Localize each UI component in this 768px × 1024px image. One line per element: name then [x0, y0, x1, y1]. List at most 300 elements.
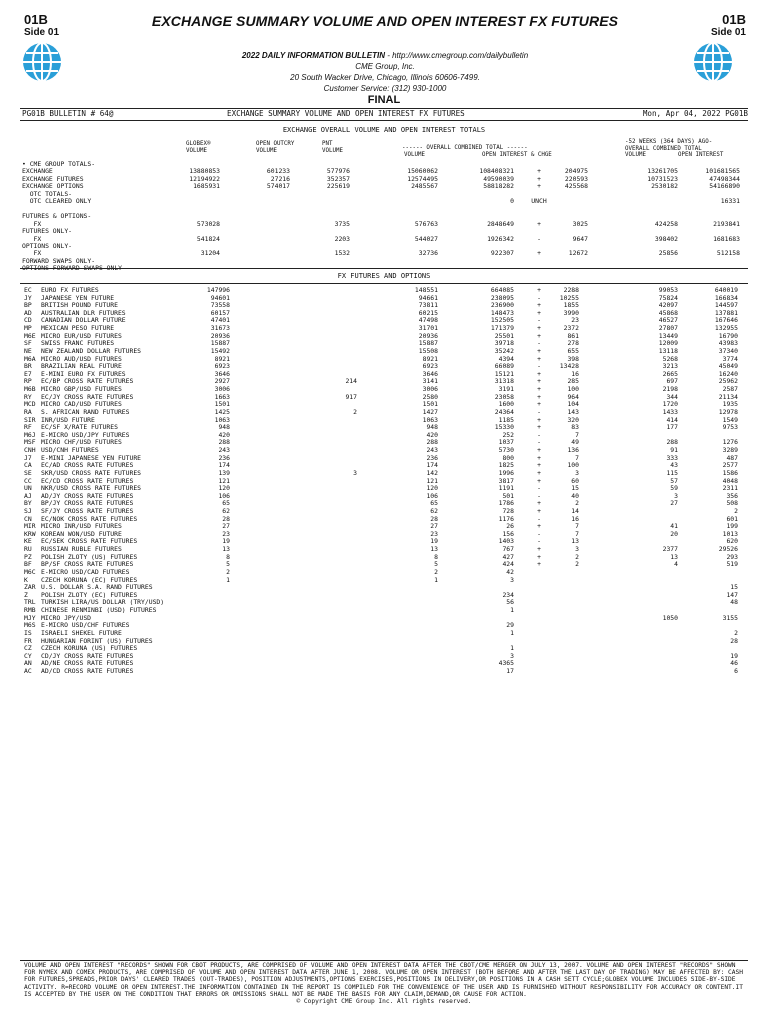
globex-volume: 19 — [222, 537, 230, 546]
open-interest-change: 13 — [571, 537, 579, 546]
year-ago-open-interest: 12978 — [718, 407, 738, 416]
year-ago-open-interest: 21134 — [718, 392, 738, 401]
open-interest-change: 7 — [575, 430, 579, 439]
open-interest-change: 655 — [567, 346, 579, 355]
globex-volume: 1663 — [214, 392, 230, 401]
change-sign: - — [537, 438, 541, 447]
globex-volume: 147996 — [206, 286, 230, 294]
change-sign: + — [537, 324, 541, 333]
open-interest-change: 15 — [571, 484, 579, 493]
year-ago-volume: 288 — [666, 438, 678, 447]
product-name: CZECH KORUNA (EC) FUTURES — [41, 575, 138, 584]
globex-volume: 2927 — [214, 377, 230, 386]
open-interest: 23058 — [494, 392, 514, 401]
combined-volume: 1501 — [422, 400, 438, 409]
open-outcry-volume: 601233 — [266, 167, 290, 176]
year-ago-open-interest: 508 — [726, 499, 738, 508]
year-ago-open-interest: 487 — [726, 453, 738, 462]
totals-row-label: FUTURES ONLY- — [22, 227, 73, 236]
open-interest: 424 — [502, 560, 514, 569]
product-name: NEW ZEALAND DOLLAR FUTURES — [41, 346, 142, 355]
year-ago-open-interest: 3289 — [722, 446, 738, 455]
product-name: RUSSIAN RUBLE FUTURES — [41, 545, 122, 554]
globex-volume: 541824 — [196, 234, 220, 243]
combined-volume: 1427 — [422, 407, 438, 416]
globex-volume: 62 — [222, 506, 230, 515]
change-sign: + — [537, 552, 541, 561]
year-ago-open-interest: 1586 — [722, 468, 738, 477]
combined-volume: 60215 — [418, 308, 438, 317]
open-interest-change: 3990 — [563, 308, 579, 317]
open-interest: 1825 — [498, 461, 514, 470]
change-sign: + — [537, 219, 541, 228]
col-header-52w-oi: OPEN INTEREST — [678, 152, 724, 158]
product-name: E-MICRO USD/CHF FUTURES — [41, 621, 130, 630]
combined-volume: 23 — [430, 529, 438, 538]
left-side: Side 01 — [24, 27, 60, 38]
open-interest-change: 16 — [571, 369, 579, 378]
product-code: KRW — [24, 529, 36, 538]
product-name: MICRO CHF/USD FUTURES — [41, 438, 122, 447]
change-sign: + — [537, 377, 541, 386]
year-ago-volume: 99053 — [658, 286, 678, 294]
open-interest: 1403 — [498, 537, 514, 546]
year-ago-volume: 5268 — [662, 354, 678, 363]
change-sign: + — [537, 331, 541, 340]
open-interest: 1 — [510, 606, 514, 615]
product-code: CC — [24, 476, 32, 485]
product-code: CNH — [24, 446, 36, 455]
open-interest: 2848649 — [487, 219, 514, 228]
product-name: MICRO CAD/USD FUTURES — [41, 400, 122, 409]
open-interest-change: 2372 — [563, 324, 579, 333]
year-ago-volume: 43 — [670, 461, 678, 470]
product-code: KE — [24, 537, 32, 546]
copyright: © Copyright CME Group Inc. All rights reserved. — [296, 998, 472, 1006]
product-code: E7 — [24, 369, 32, 378]
year-ago-volume: 3213 — [662, 362, 678, 371]
pnt-volume: 2203 — [334, 234, 350, 243]
open-interest: 1786 — [498, 499, 514, 508]
open-interest-change: 2288 — [563, 286, 579, 294]
open-interest: 0 — [510, 197, 514, 206]
product-name: E-MINI EURO FX FUTURES — [41, 369, 126, 378]
year-ago-volume: 20 — [670, 529, 678, 538]
bulletin-number: PG01B BULLETIN # 64@ — [22, 109, 114, 118]
globex-volume: 3006 — [214, 385, 230, 394]
combined-volume: 106 — [426, 491, 438, 500]
product-code: M6E — [24, 331, 36, 340]
product-code: CA — [24, 461, 32, 470]
year-ago-open-interest: 147 — [726, 590, 738, 599]
right-page-code — [711, 13, 746, 38]
change-sign: - — [537, 293, 541, 302]
open-interest-change: 3 — [575, 468, 579, 477]
bulletin-url[interactable]: - http://www.cmegroup.com/dailybulletin — [384, 51, 529, 60]
year-ago-volume: 42097 — [658, 301, 678, 310]
globex-volume: 28 — [222, 514, 230, 523]
combined-volume: 19 — [430, 537, 438, 546]
product-code: CZ — [24, 644, 32, 653]
globex-volume: 1685931 — [193, 182, 220, 191]
open-interest: 29 — [506, 621, 514, 630]
year-ago-volume: 75824 — [658, 293, 678, 302]
pnt-volume: 352357 — [326, 174, 350, 183]
change-sign: - — [537, 484, 541, 493]
open-interest: 1 — [510, 628, 514, 637]
globex-volume: 20936 — [210, 331, 230, 340]
combined-volume: 15060062 — [407, 167, 438, 176]
combined-volume: 47498 — [418, 316, 438, 325]
fx-row — [0, 409, 768, 417]
globex-volume: 94601 — [210, 293, 230, 302]
open-interest: 3 — [510, 651, 514, 660]
year-ago-open-interest: 2577 — [722, 461, 738, 470]
open-interest: 236900 — [490, 301, 514, 310]
open-interest-change: 7 — [575, 529, 579, 538]
year-ago-open-interest: 1935 — [722, 400, 738, 409]
pnt-volume: 1532 — [334, 249, 350, 258]
globex-volume: 2 — [226, 567, 230, 576]
product-code: FR — [24, 636, 32, 645]
product-name: EC/NOK CROSS RATE FUTURES — [41, 514, 138, 523]
year-ago-volume: 2198 — [662, 385, 678, 394]
open-interest: 664085 — [490, 286, 514, 294]
globex-volume: 1063 — [214, 415, 230, 424]
product-name: BP/SF CROSS RATE FUTURES — [41, 560, 134, 569]
totals-row-label: EXCHANGE FUTURES — [22, 174, 84, 183]
combined-volume: 288 — [426, 438, 438, 447]
globex-volume: 948 — [218, 423, 230, 432]
change-sign: + — [537, 167, 541, 176]
combined-volume: 3006 — [422, 385, 438, 394]
combined-volume: 243 — [426, 446, 438, 455]
right-code: 01B — [722, 12, 746, 27]
combined-volume: 15508 — [418, 346, 438, 355]
combined-volume: 5 — [434, 560, 438, 569]
combined-volume: 15887 — [418, 339, 438, 348]
product-name: KOREAN WON/USD FUTURE — [41, 529, 122, 538]
open-interest: 3817 — [498, 476, 514, 485]
product-name: POLISH ZLOTY (EC) FUTURES — [41, 590, 138, 599]
change-sign: + — [537, 301, 541, 310]
open-interest-change: 136 — [567, 446, 579, 455]
col-header-globex: GLOBEX® VOLUME — [186, 141, 211, 154]
change-sign: - — [537, 234, 541, 243]
year-ago-volume: 3 — [674, 491, 678, 500]
product-name: POLISH ZLOTY (US) FUTURES — [41, 552, 138, 561]
product-name: SKR/USD CROSS RATE FUTURES — [41, 468, 142, 477]
year-ago-open-interest: 28 — [730, 636, 738, 645]
year-ago-open-interest: 640019 — [714, 286, 738, 294]
change-sign: + — [537, 446, 541, 455]
combined-volume: 8 — [434, 552, 438, 561]
year-ago-open-interest: 356 — [726, 491, 738, 500]
globex-volume: 13 — [222, 545, 230, 554]
change-sign: + — [537, 499, 541, 508]
product-code: BR — [24, 362, 32, 371]
combined-volume: 948 — [426, 423, 438, 432]
year-ago-open-interest: 45049 — [718, 362, 738, 371]
product-name: EC/SEK CROSS RATE FUTURES — [41, 537, 138, 546]
combined-volume: 32736 — [418, 249, 438, 258]
year-ago-open-interest: 167646 — [714, 316, 738, 325]
product-code: AD — [24, 308, 32, 317]
year-ago-volume: 10731523 — [647, 174, 678, 183]
company-address: 20 South Wacker Drive, Chicago, Illinois 60606-7499. — [290, 73, 480, 82]
change-sign: + — [537, 174, 541, 183]
globex-volume: 8 — [226, 552, 230, 561]
product-name: CANADIAN DOLLAR FUTURE — [41, 316, 126, 325]
fx-row — [0, 668, 768, 676]
year-ago-open-interest: 47498344 — [709, 174, 740, 183]
year-ago-volume: 13261705 — [647, 167, 678, 176]
change-sign: + — [537, 415, 541, 424]
year-ago-volume: 13118 — [658, 346, 678, 355]
open-interest: 26 — [506, 522, 514, 531]
product-code: CD — [24, 316, 32, 325]
year-ago-volume: 57 — [670, 476, 678, 485]
globex-volume: 236 — [218, 453, 230, 462]
open-interest: 1996 — [498, 468, 514, 477]
product-code: MIR — [24, 522, 36, 531]
change-sign: + — [537, 286, 541, 294]
change-sign: + — [537, 522, 541, 531]
combined-volume: 20936 — [418, 331, 438, 340]
product-name: MEXICAN PESO FUTURE — [41, 324, 115, 333]
product-name: MICRO EUR/USD FUTURES — [41, 331, 122, 340]
change-sign: - — [537, 514, 541, 523]
change-sign: + — [537, 453, 541, 462]
combined-volume: 1 — [434, 575, 438, 584]
product-name: EC/BP CROSS RATE FUTURES — [41, 377, 134, 386]
open-interest-change: 398 — [567, 354, 579, 363]
open-interest: 4365 — [498, 659, 514, 668]
divider — [20, 268, 748, 269]
year-ago-open-interest: 144597 — [714, 301, 738, 310]
open-interest: 800 — [502, 453, 514, 462]
product-code: BP — [24, 301, 32, 310]
globex-volume: 8921 — [214, 354, 230, 363]
product-code: MJY — [24, 613, 36, 622]
product-name: CD/JY CROSS RATE FUTURES — [41, 651, 134, 660]
year-ago-open-interest: 1681683 — [713, 234, 740, 243]
open-interest: 15121 — [494, 369, 514, 378]
change-sign: + — [537, 400, 541, 409]
product-name: EURO FX FUTURES — [41, 286, 99, 294]
product-code: MCD — [24, 400, 36, 409]
year-ago-volume: 2377 — [662, 545, 678, 554]
product-name: AUSTRALIAN DLR FUTURES — [41, 308, 126, 317]
open-interest-change: 40 — [571, 491, 579, 500]
year-ago-open-interest: 54166890 — [709, 182, 740, 191]
change-sign: + — [537, 354, 541, 363]
open-interest-change: 143 — [567, 407, 579, 416]
product-code: CY — [24, 651, 32, 660]
product-code: BF — [24, 560, 32, 569]
combined-volume: 576763 — [414, 219, 438, 228]
product-code: NE — [24, 346, 32, 355]
combined-volume: 2 — [434, 567, 438, 576]
open-interest-change: 7 — [575, 453, 579, 462]
year-ago-volume: 13 — [670, 552, 678, 561]
product-name: U.S. DOLLAR S.A. RAND FUTURES — [41, 583, 153, 592]
year-ago-volume: 45868 — [658, 308, 678, 317]
change-sign: - — [537, 537, 541, 546]
year-ago-volume: 27 — [670, 499, 678, 508]
open-interest-change: 14 — [571, 506, 579, 515]
product-name: EC/JY CROSS RATE FUTURES — [41, 392, 134, 401]
open-interest-change: 23 — [571, 316, 579, 325]
globex-volume: 31204 — [200, 249, 220, 258]
open-outcry-volume: 917 — [345, 392, 357, 401]
year-ago-volume: 41 — [670, 522, 678, 531]
combined-volume: 2580 — [422, 392, 438, 401]
combined-volume: 28 — [430, 514, 438, 523]
year-ago-volume: 1720 — [662, 400, 678, 409]
globex-volume: 1501 — [214, 400, 230, 409]
product-name: S. AFRICAN RAND FUTURES — [41, 407, 130, 416]
product-name: AD/CD CROSS RATE FUTURES — [41, 667, 134, 675]
divider — [20, 960, 748, 961]
divider — [20, 283, 748, 284]
company-name: CME Group, Inc. — [355, 62, 415, 71]
globex-volume: 73558 — [210, 301, 230, 310]
change-sign: + — [537, 476, 541, 485]
open-interest: 1926342 — [487, 234, 514, 243]
col-header-pnt: PNT VOLUME — [322, 141, 343, 154]
combined-volume: 121 — [426, 476, 438, 485]
combined-volume: 31701 — [418, 324, 438, 333]
combined-volume: 420 — [426, 430, 438, 439]
year-ago-open-interest: 48 — [730, 598, 738, 607]
year-ago-open-interest: 16240 — [718, 369, 738, 378]
year-ago-open-interest: 601 — [726, 514, 738, 523]
product-code: RP — [24, 377, 32, 386]
globex-volume: 288 — [218, 438, 230, 447]
left-code: 01B — [24, 12, 48, 27]
open-interest-change: 2 — [575, 552, 579, 561]
product-name: INR/USD FUTURE — [41, 415, 95, 424]
totals-row-label: OPTIONS FORWARD SWAPS ONLY- — [22, 264, 126, 273]
product-code: AC — [24, 667, 32, 675]
year-ago-volume: 177 — [666, 423, 678, 432]
year-ago-open-interest: 199 — [726, 522, 738, 531]
change-sign: - — [537, 407, 541, 416]
year-ago-volume: 4 — [674, 560, 678, 569]
open-interest: 58818282 — [483, 182, 514, 191]
totals-row-label: FUTURES & OPTIONS- — [22, 212, 92, 221]
product-code: BY — [24, 499, 32, 508]
product-name: CHINESE RENMINBI (USD) FUTURES — [41, 606, 157, 615]
year-ago-volume: 12009 — [658, 339, 678, 348]
combined-volume: 120 — [426, 484, 438, 493]
change-sign: + — [537, 545, 541, 554]
year-ago-volume: 414 — [666, 415, 678, 424]
bulletin-prefix: 2022 DAILY INFORMATION BULLETIN — [241, 51, 385, 60]
open-interest: 3 — [510, 575, 514, 584]
product-name: USD/CNH FUTURES — [41, 446, 99, 455]
open-interest-change: 13428 — [559, 362, 579, 371]
globex-volume: 420 — [218, 430, 230, 439]
globex-volume: 3646 — [214, 369, 230, 378]
combined-volume: 12574495 — [407, 174, 438, 183]
open-interest: 31318 — [494, 377, 514, 386]
year-ago-volume: 697 — [666, 377, 678, 386]
product-name: AD/NE CROSS RATE FUTURES — [41, 659, 134, 668]
open-interest: 1037 — [498, 438, 514, 447]
open-interest: 56 — [506, 598, 514, 607]
right-side: Side 01 — [710, 27, 746, 38]
combined-volume: 2485567 — [411, 182, 438, 191]
open-interest: 427 — [502, 552, 514, 561]
combined-volume: 13 — [430, 545, 438, 554]
bulletin-heading — [150, 50, 620, 62]
open-interest-change: 204975 — [564, 167, 588, 176]
year-ago-open-interest: 25962 — [718, 377, 738, 386]
year-ago-volume: 2665 — [662, 369, 678, 378]
change-sign: + — [537, 249, 541, 258]
open-interest: 238095 — [490, 293, 514, 302]
open-interest: 152505 — [490, 316, 514, 325]
totals-row-label: OTC TOTALS- — [22, 189, 73, 198]
product-code: M6A — [24, 354, 36, 363]
open-interest-change: 861 — [567, 331, 579, 340]
product-code: Z — [24, 590, 28, 599]
product-code: JY — [24, 293, 32, 302]
globex-volume: 243 — [218, 446, 230, 455]
combined-volume: 174 — [426, 461, 438, 470]
combined-volume: 148551 — [414, 286, 438, 294]
product-name: NKR/USD CROSS RATE FUTURES — [41, 484, 142, 493]
year-ago-open-interest: 2 — [734, 506, 738, 515]
product-name: MICRO AUD/USD FUTURES — [41, 354, 122, 363]
open-interest-change: 16 — [571, 514, 579, 523]
year-ago-volume: 46527 — [658, 316, 678, 325]
product-name: AD/JY CROSS RATE FUTURES — [41, 491, 134, 500]
open-interest: 39718 — [494, 339, 514, 348]
product-code: RMB — [24, 606, 36, 615]
open-interest: 25501 — [494, 331, 514, 340]
open-interest: 4394 — [498, 354, 514, 363]
year-ago-open-interest: 9753 — [722, 423, 738, 432]
totals-row-label: • CME GROUP TOTALS- — [22, 160, 96, 168]
globex-volume: 23 — [222, 529, 230, 538]
year-ago-open-interest: 46 — [730, 659, 738, 668]
product-code: M6S — [24, 621, 36, 630]
product-name: EC/SF X/RATE FUTURES — [41, 423, 118, 432]
product-name: JAPANESE YEN FUTURE — [41, 293, 115, 302]
open-interest-change: 964 — [567, 392, 579, 401]
year-ago-open-interest: 37340 — [718, 346, 738, 355]
totals-row-label: EXCHANGE — [22, 167, 53, 176]
open-interest: 501 — [502, 491, 514, 500]
open-interest-change: 83 — [571, 423, 579, 432]
year-ago-open-interest: 2587 — [722, 385, 738, 394]
open-outcry-volume: 214 — [345, 377, 357, 386]
product-name: BRAZILIAN REAL FUTURE — [41, 362, 122, 371]
open-interest-change: 2 — [575, 560, 579, 569]
combined-volume: 544027 — [414, 234, 438, 243]
globex-volume: 121 — [218, 476, 230, 485]
product-code: ZAR — [24, 583, 36, 592]
product-code: SE — [24, 468, 32, 477]
change-sign: - — [537, 491, 541, 500]
change-sign: UNCH — [531, 197, 547, 206]
open-interest: 148473 — [490, 308, 514, 317]
open-interest: 234 — [502, 590, 514, 599]
open-interest: 66089 — [494, 362, 514, 371]
